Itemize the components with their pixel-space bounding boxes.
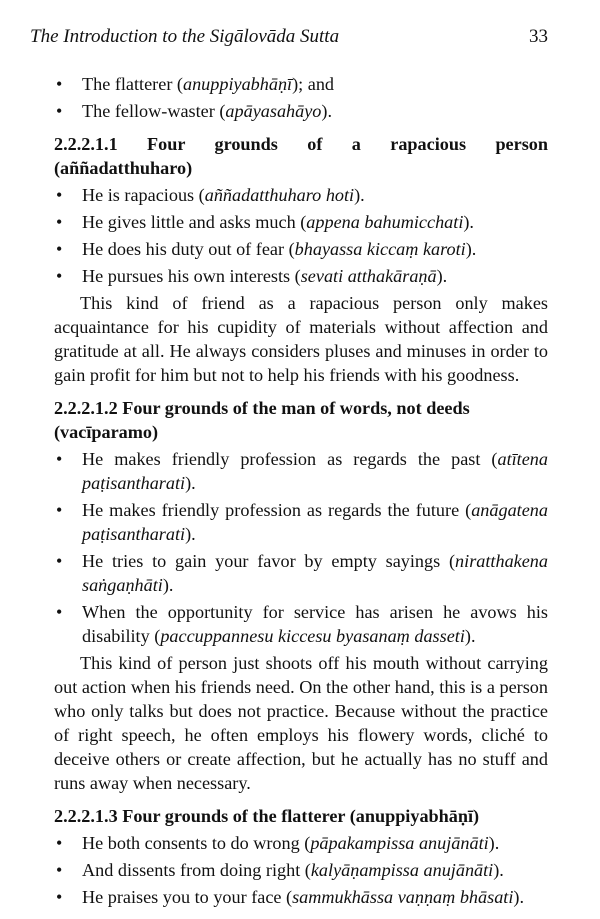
paragraph-rapacious: This kind of friend as a rapacious person only makes acquaintance for his cupidity of materials without affection and gratitude at all. He always considers pluses and minuses in order to gain profit for him but not to help his friends with his goodness. — [54, 293, 548, 385]
list-item: • He both consents to do wrong (pāpakampissa anujānāti). — [54, 831, 548, 855]
list-item: • And dissents from doing right (kalyāṇampissa anujānāti). — [54, 858, 548, 882]
flatterer-list — [54, 831, 548, 909]
list-item: • He does his duty out of fear (bhayassa kiccaṃ karoti). — [54, 237, 548, 261]
section-heading-rapacious: 2.2.2.1.1 Four grounds of a rapacious person (aññadatthuharo) — [54, 134, 548, 178]
paragraph-words-not-deeds: This kind of person just shoots off his mouth without carrying out action when his friends need. On the other hand, this is a person who only talks but does not practice. Because without the practice of right speech, he often employs his flowery words, cliché to deceive others or create affection, but he actually has no stuff and runs away when necessary. — [54, 653, 548, 793]
intro-list — [54, 72, 548, 123]
list-item: • He praises you to your face (sammukhāssa vaṇṇaṃ bhāsati). — [54, 885, 548, 909]
list-item: • He makes friendly profession as regards the past (atītena paṭisantharati). — [54, 447, 548, 495]
words-not-deeds-list — [54, 447, 548, 648]
rapacious-list — [54, 183, 548, 288]
list-item: • He makes friendly profession as regards the future (anāgatena paṭisantharati). — [54, 498, 548, 546]
list-item: • He gives little and asks much (appena bahumicchati). — [54, 210, 548, 234]
list-item: • He pursues his own interests (sevati atthakāraṇā). — [54, 264, 548, 288]
page-header — [30, 26, 548, 48]
list-item: • When the opportunity for service has arisen he avows his disability (paccuppannesu kiccesu byasanaṃ dasseti). — [54, 600, 548, 648]
page-content — [54, 72, 548, 912]
list-item: • He is rapacious (aññadatthuharo hoti). — [54, 183, 548, 207]
page-number: 33 — [529, 26, 548, 47]
list-item: • He tries to gain your favor by empty sayings (niratthakena saṅgaṇhāti). — [54, 549, 548, 597]
list-item: • The fellow-waster (apāyasahāyo). — [54, 99, 548, 123]
section-heading-flatterer: 2.2.2.1.3 Four grounds of the flatterer (anuppiyabhāṇī) — [54, 806, 480, 826]
section-heading-words-not-deeds: 2.2.2.1.2 Four grounds of the man of words, not deeds (vacīparamo) — [54, 398, 470, 442]
list-item: • The flatterer (anuppiyabhāṇī); and — [54, 72, 548, 96]
running-title: The Introduction to the Sigālovāda Sutta — [30, 26, 340, 47]
